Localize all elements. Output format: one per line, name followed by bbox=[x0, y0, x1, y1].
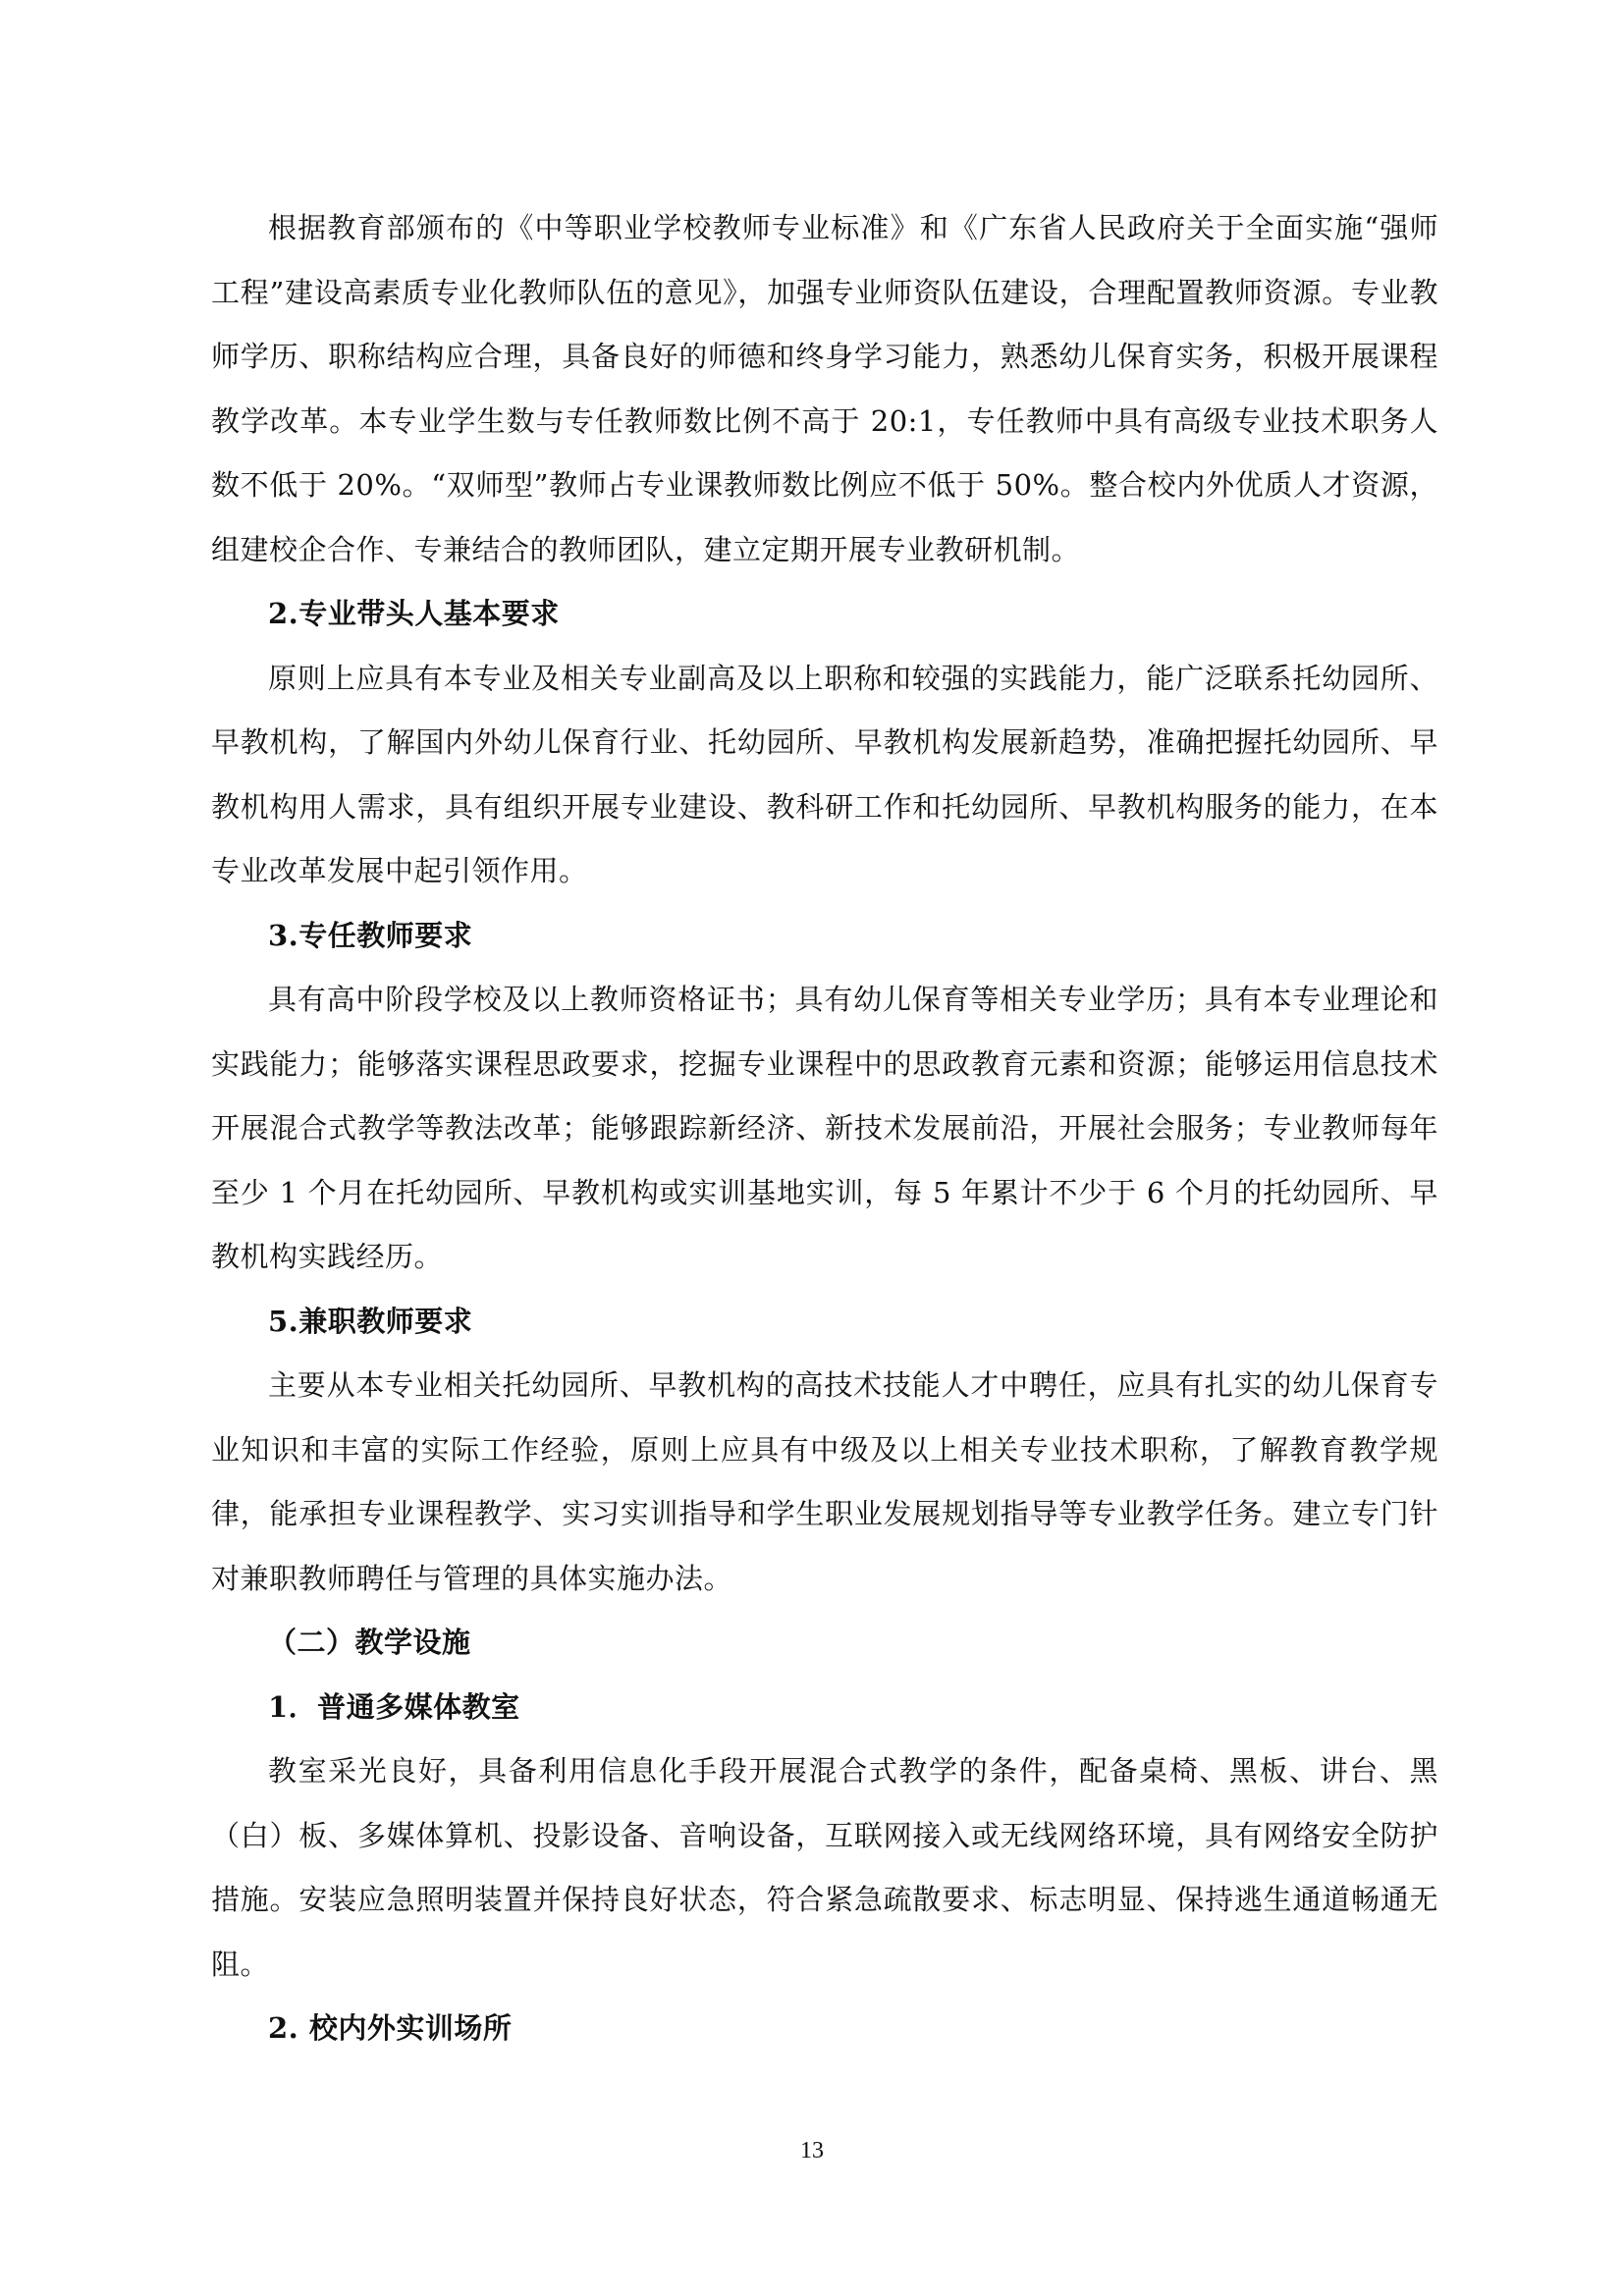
multimedia-classroom-paragraph: 教室采光良好，具备利用信息化手段开展混合式教学的条件，配备桌椅、黑板、讲台、黑（白）板、多媒体算机、投影设备、音响设备，互联网接入或无线网络环境，具有网络安全防护措施。安装应急照明装置并保持良好状态，符合紧急疏散要求、标志明显、保持逃生通道畅通无阻。 bbox=[211, 1754, 1438, 1981]
heading-parttime-teacher-requirements: 5.兼职教师要求 bbox=[268, 1304, 473, 1338]
fulltime-teacher-paragraph: 具有高中阶段学校及以上教师资格证书；具有幼儿保育等相关专业学历；具有本专业理论和实践能力；能够落实课程思政要求，挖掘专业课程中的思政教育元素和资源；能够运用信息技术开展混合式教学等教法改革；能够跟踪新经济、新技术发展前沿，开展社会服务；专业教师每年至少 1 个月在托幼园所、早教机构或实训基地实训，每 5 年累计不少于 6 个月的托幼园所、早教机构实践经历。 bbox=[211, 983, 1438, 1273]
section-heading-teaching-facilities: （二）教学设施 bbox=[268, 1626, 471, 1659]
parttime-teacher-paragraph: 主要从本专业相关托幼园所、早教机构的高技术技能人才中聘任，应具有扎实的幼儿保育专业知识和丰富的实际工作经验，原则上应具有中级及以上相关专业技术职称，了解教育教学规律，能承担专业课程教学、实习实训指导和学生职业发展规划指导等专业教学任务。建立专门针对兼职教师聘任与管理的具体实施办法。 bbox=[211, 1368, 1438, 1595]
page-number: 13 bbox=[800, 2138, 824, 2163]
heading-multimedia-classroom: 1．普通多媒体教室 bbox=[268, 1689, 520, 1724]
heading-fulltime-teacher-requirements: 3.专任教师要求 bbox=[268, 918, 473, 952]
heading-training-sites: 2. 校内外实训场所 bbox=[268, 2011, 513, 2045]
page-content bbox=[211, 196, 1438, 2061]
heading-lead-teacher-requirements: 2.专业带头人基本要求 bbox=[268, 597, 560, 630]
lead-teacher-paragraph: 原则上应具有本专业及相关专业副高及以上职称和较强的实践能力，能广泛联系托幼园所、早教机构，了解国内外幼儿保育行业、托幼园所、早教机构发展新趋势，准确把握托幼园所、早教机构用人需求，具有组织开展专业建设、教科研工作和托幼园所、早教机构服务的能力，在本专业改革发展中起引领作用。 bbox=[211, 661, 1438, 887]
teacher-team-paragraph: 根据教育部颁布的《中等职业学校教师专业标准》和《广东省人民政府关于全面实施“强师工程”建设高素质专业化教师队伍的意见》，加强专业师资队伍建设，合理配置教师资源。专业教师学历、职称结构应合理，具备良好的师德和终身学习能力，熟悉幼儿保育实务，积极开展课程教学改革。本专业学生数与专任教师数比例不高于 20:1，专任教师中具有高级专业技术职务人数不低于 20%。“双师型”教师占专业课教师数比例应不低于 50%。整合校内外优质人才资源，组建校企合作、专兼结合的教师团队，建立定期开展专业教研机制。 bbox=[211, 211, 1438, 566]
